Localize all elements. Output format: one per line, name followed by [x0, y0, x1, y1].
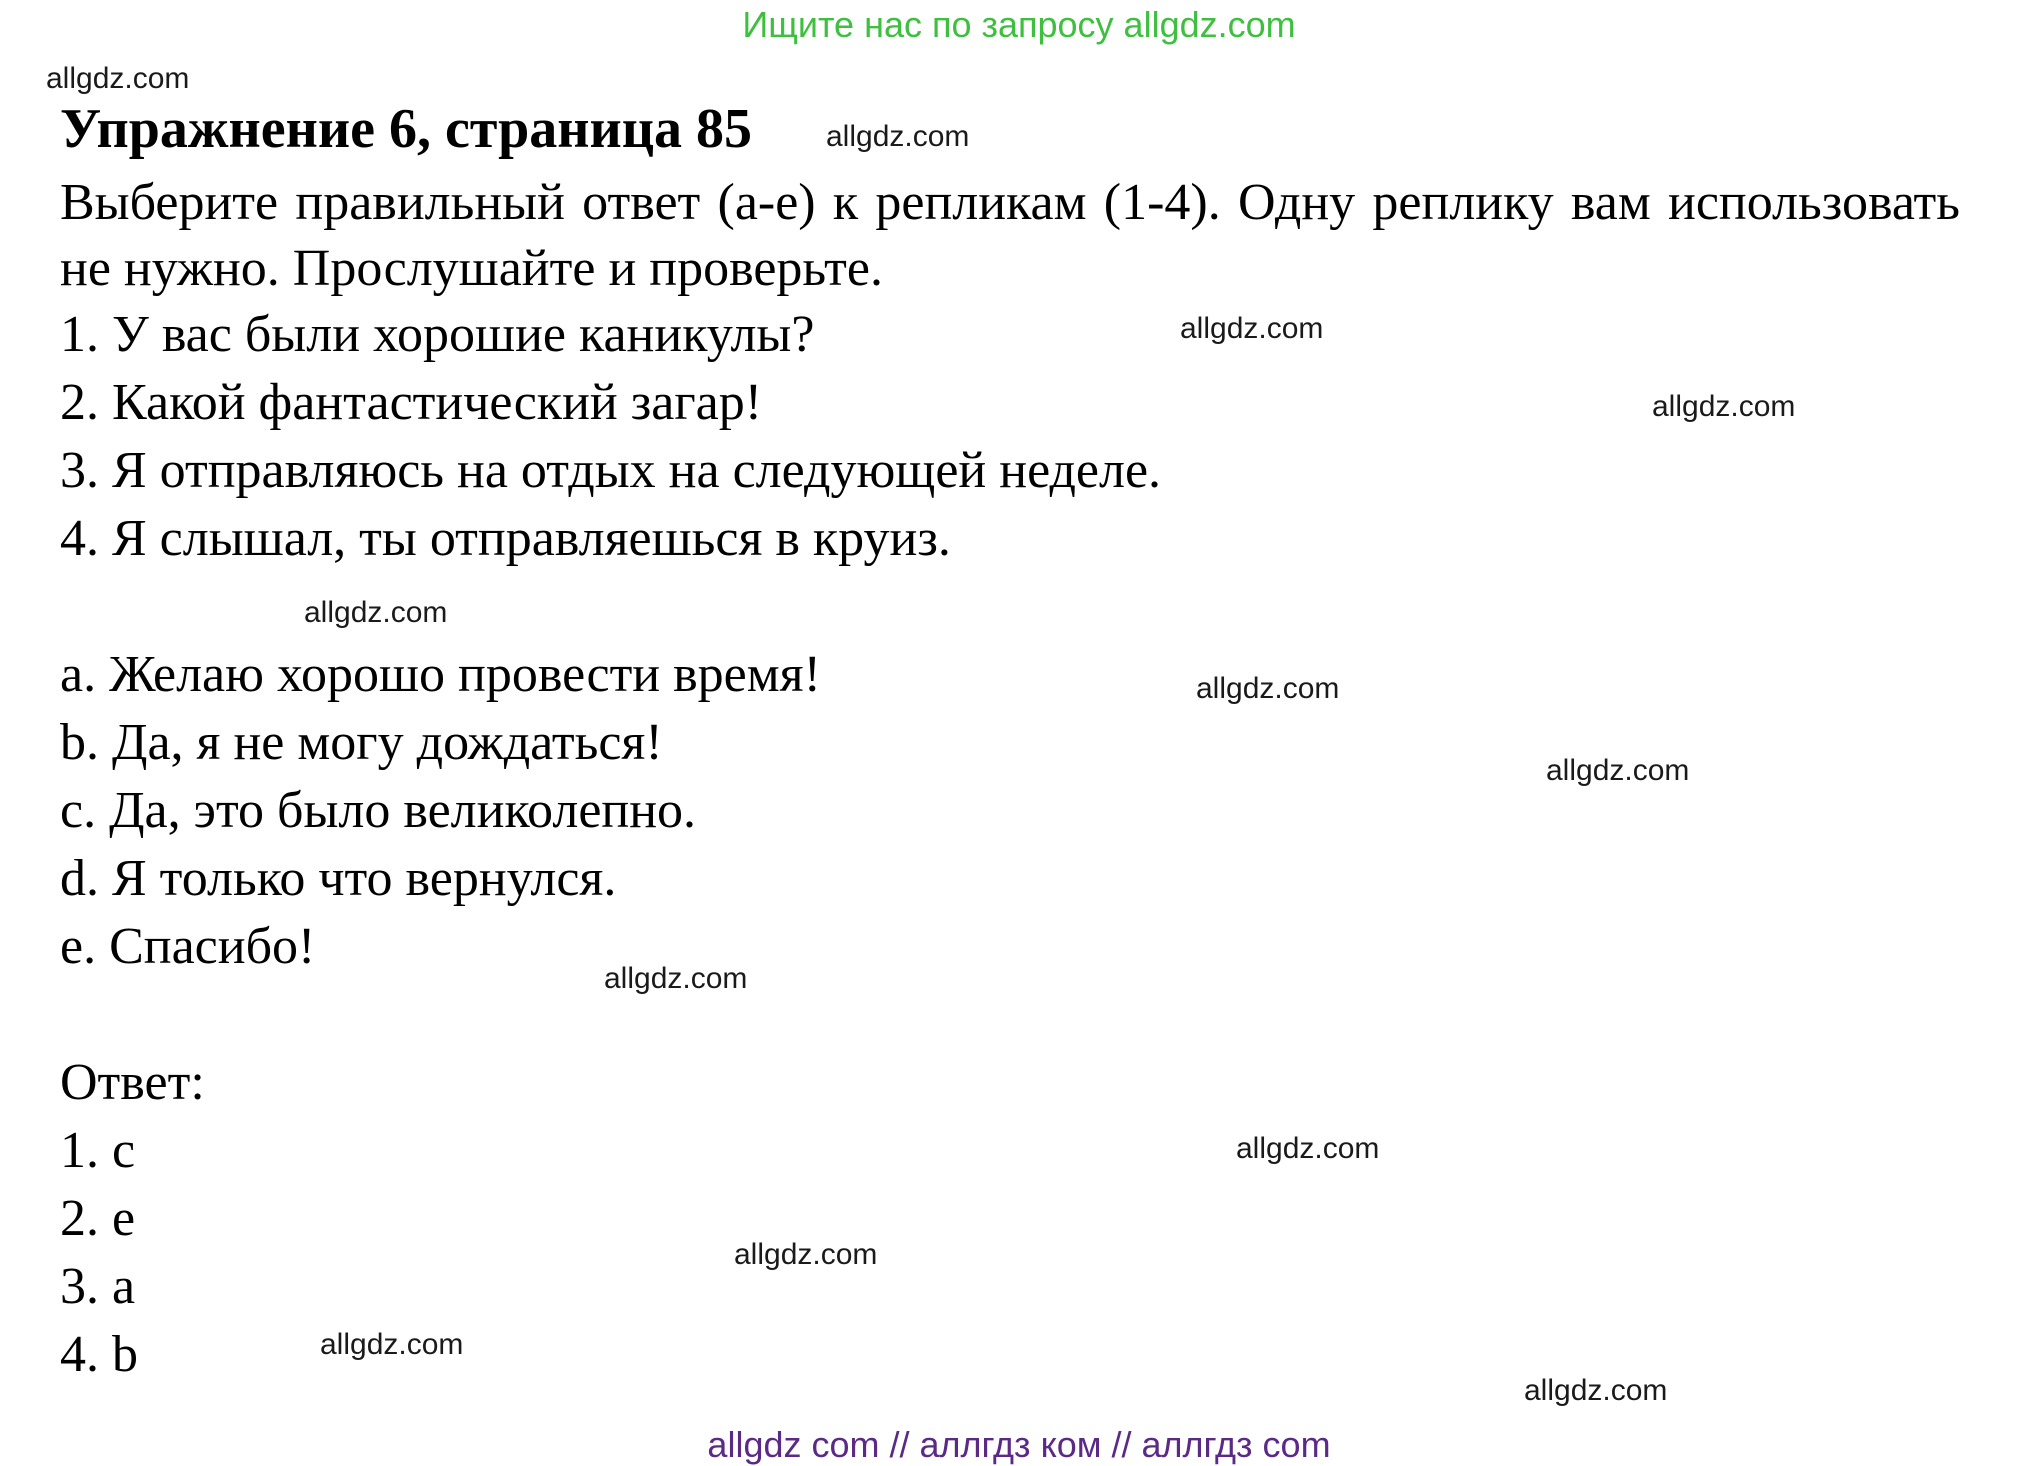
- answer-item: 4. b: [60, 1326, 138, 1383]
- option-item: a. Желаю хорошо провести время!: [60, 646, 821, 703]
- top-banner: Ищите нас по запросу allgdz.com: [742, 4, 1296, 45]
- watermark: allgdz.com: [1652, 390, 1796, 423]
- watermark: allgdz.com: [1196, 672, 1340, 705]
- question-item: 3. Я отправляюсь на отдых на следующей неделе.: [60, 442, 1162, 499]
- watermark: allgdz.com: [604, 962, 748, 995]
- option-item: e. Спасибо!: [60, 918, 316, 975]
- answer-item: 2. e: [60, 1190, 136, 1247]
- option-item: c. Да, это было великолепно.: [60, 782, 697, 839]
- exercise-title: Упражнение 6, страница 85: [60, 98, 753, 160]
- watermark: allgdz.com: [826, 120, 970, 153]
- watermark: allgdz.com: [1180, 312, 1324, 345]
- watermark: allgdz.com: [734, 1238, 878, 1271]
- footer-links: allgdz com // аллгдз ком // аллгдз com: [707, 1424, 1331, 1465]
- watermark: allgdz.com: [1546, 754, 1690, 787]
- watermark: allgdz.com: [304, 596, 448, 629]
- exercise-instruction: Выберите правильный ответ (a-e) к репликам (1-4). Одну реплику вам использовать не нужно. Прослушайте и проверьте.: [60, 174, 1960, 297]
- answer-item: 3. a: [60, 1258, 136, 1315]
- question-item: 2. Какой фантастический загар!: [60, 374, 763, 431]
- watermark: allgdz.com: [320, 1328, 464, 1361]
- watermark: allgdz.com: [1524, 1374, 1668, 1407]
- watermark: allgdz.com: [46, 62, 190, 95]
- question-item: 4. Я слышал, ты отправляешься в круиз.: [60, 510, 951, 567]
- watermark: allgdz.com: [1236, 1132, 1380, 1165]
- answer-item: 1. c: [60, 1122, 136, 1179]
- option-item: d. Я только что вернулся.: [60, 850, 617, 907]
- question-item: 1. У вас были хорошие каникулы?: [60, 306, 815, 363]
- option-item: b. Да, я не могу дождаться!: [60, 714, 663, 771]
- answer-label: Ответ:: [60, 1054, 205, 1111]
